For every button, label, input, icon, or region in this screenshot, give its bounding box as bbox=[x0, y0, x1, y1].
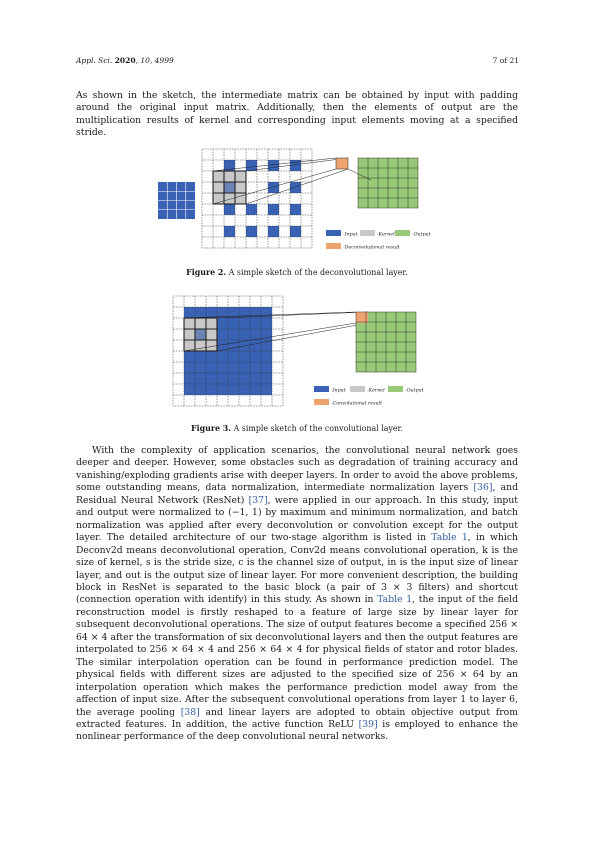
text-run: , in which Deconv2d means deconvolutional operation, Conv2d means convolutional operation, k is the size of kernel, s is the stride size, c is the channel size of output, in is the input size of linear layer, and out is the output size of linear layer. For more convenient description, the building block in ResNet is separated to the basic block (a pair of 3 × 3 filters) and shortcut (connection operation with identify) in this study. As shown in bbox=[76, 532, 518, 606]
legend-input-label: -Input bbox=[343, 232, 358, 238]
text-run: is employed to enhance the nonlinear performance of the deep convolutional neural networks. bbox=[76, 718, 518, 743]
legend-input-label: -Input bbox=[331, 388, 346, 394]
legend-output-swatch bbox=[395, 230, 410, 236]
figure-2-deconvolution-sketch bbox=[150, 140, 460, 262]
figure-3-caption bbox=[76, 424, 518, 433]
figure-3-label: Figure 3. bbox=[191, 424, 232, 433]
journal-name: Appl. Sci. bbox=[76, 56, 113, 65]
text-run: With the complexity of application scenarios, the convolutional neural network goes deeper and deeper. However, some obstacles such as degradation of training accuracy and vanishing/exploding gradients arise with deeper layers. In order to avoid the above problems, some outstanding means, data normalization, intermediate normalization layers bbox=[76, 445, 518, 494]
legend-kernel-label: -Kernel bbox=[377, 232, 395, 238]
conv-kernel-center bbox=[195, 329, 206, 340]
journal-citation bbox=[76, 56, 174, 65]
legend-output-swatch bbox=[388, 386, 403, 392]
citation-link-37[interactable]: [37] bbox=[248, 494, 268, 506]
text-run: and linear layers are adopted to obtain objective output from extracted features. In addition, the active function ReLU bbox=[76, 706, 518, 730]
figure-3-caption-text: A simple sketch of the convolutional layer. bbox=[233, 424, 403, 433]
legend-kernel-swatch bbox=[360, 230, 375, 236]
page-number: 7 of 21 bbox=[492, 56, 519, 65]
figure-2-caption-text: A simple sketch of the deconvolutional layer. bbox=[228, 268, 408, 277]
intro-paragraph: As shown in the sketch, the intermediate matrix can be obtained by input with padding around the original input matrix. Additionally, then the elements of output are the multiplication results of kernel and corresponding input elements moving at a specified stride. bbox=[76, 90, 518, 139]
text-run: , and Residual Neural Network (ResNet) bbox=[76, 482, 519, 506]
body-paragraph bbox=[76, 445, 518, 744]
legend-result-swatch bbox=[314, 399, 329, 405]
legend-result-label: -Deconvolutional result bbox=[343, 245, 400, 251]
legend-input-swatch bbox=[314, 386, 329, 392]
figure-2-label: Figure 2. bbox=[186, 268, 227, 277]
legend-output-label: -Output bbox=[412, 232, 431, 238]
legend-result-label: -Convolutional result bbox=[331, 401, 382, 407]
citation-link-36[interactable]: [36] bbox=[473, 482, 493, 494]
legend-result-swatch bbox=[326, 243, 341, 249]
deconvolution-result-cell bbox=[336, 158, 348, 169]
text-run: , the input of the field reconstruction model is firstly reshaped to a feature of large size by linear layer for subsequent deconvolutional operations. The size of output features become a specified 256 × 64 × 4 after the transformation of six deconvolutional layers and then the output features are interpolated to 256 × 64 × 4 and 256 × 64 × 4 for physical fields of stator and rotor blades. The similar interpolation operation can be found in performance prediction model. The physical fields with different sizes are adjusted to the specified size of 256 × 64 by an interpolation operation which makes the performance prediction model away from the affection of input size. After the subsequent convolutional operations from layer 1 to layer 6, the average pooling bbox=[76, 594, 518, 718]
table-1-link[interactable]: Table 1 bbox=[377, 594, 413, 606]
journal-volume: , 10, 4999 bbox=[135, 56, 174, 65]
legend-input-swatch bbox=[326, 230, 341, 236]
page-header bbox=[76, 56, 519, 68]
legend-output-label: -Output bbox=[405, 388, 424, 394]
citation-link-39[interactable]: [39] bbox=[358, 718, 378, 730]
citation-link-38[interactable]: [38] bbox=[180, 706, 200, 718]
figure-3-convolution-sketch bbox=[150, 284, 460, 414]
legend-kernel-label: -Kernel bbox=[367, 388, 385, 394]
text-run: , were applied in our approach. In this study, input and output were normalized to (−1, 1) by maximum and minimum normalization, and batch normalization was applied after every deconvolution or convolution except for the output layer. The detailed architecture of our two-stage algorithm is listed in bbox=[76, 494, 518, 544]
figure-2-caption bbox=[76, 268, 518, 277]
legend-kernel-swatch bbox=[350, 386, 365, 392]
journal-year: 2020 bbox=[114, 56, 136, 65]
table-1-link[interactable]: Table 1 bbox=[431, 532, 468, 544]
